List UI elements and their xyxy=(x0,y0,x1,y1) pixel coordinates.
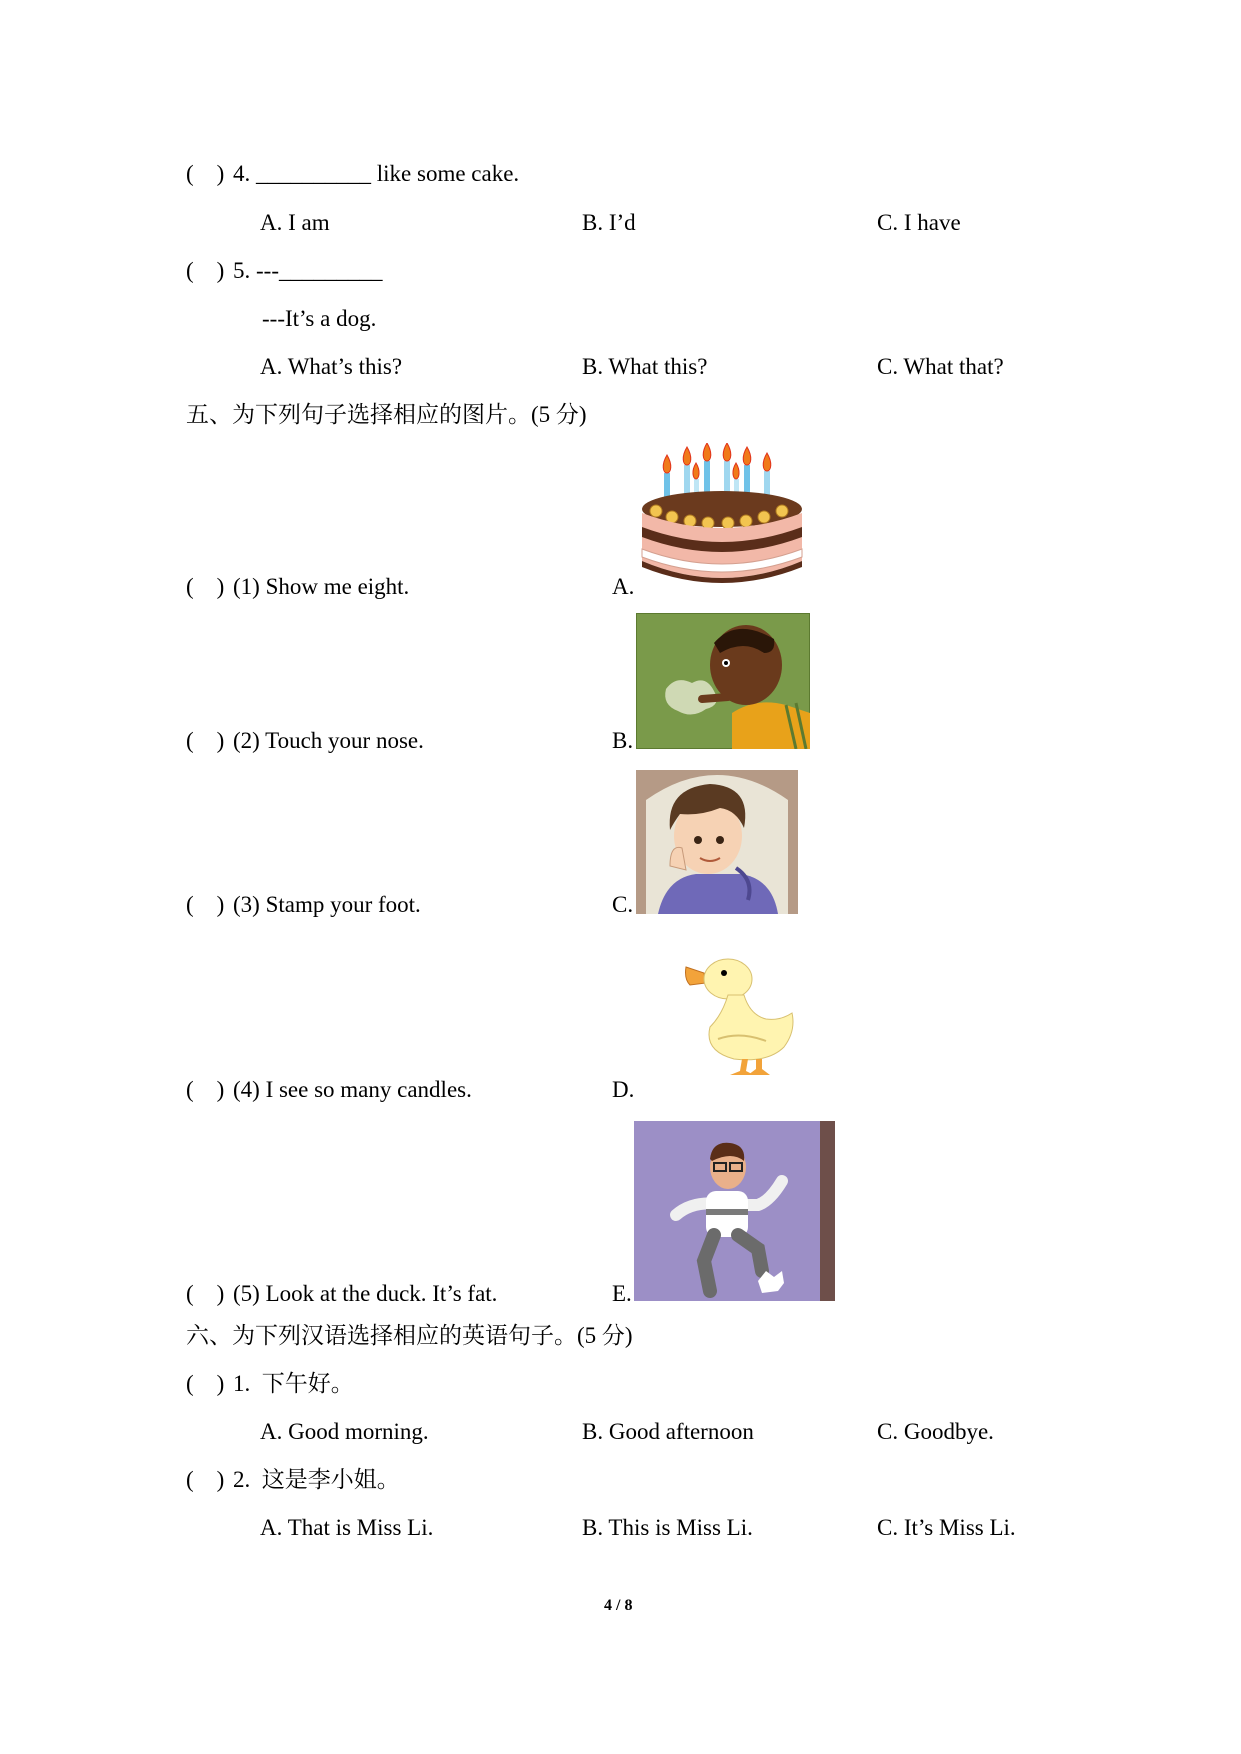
s5-letter-c: C. xyxy=(612,892,634,917)
s6-q2-paren[interactable]: ( ) xyxy=(186,1467,225,1492)
section5-heading: 五、为下列句子选择相应的图片。(5 分) xyxy=(186,402,587,427)
s5-letter-b: B. xyxy=(612,728,634,753)
s6-q2-option-c: C. It’s Miss Li. xyxy=(877,1515,1016,1540)
s5-letter-e: E. xyxy=(612,1281,632,1306)
s5-item1-paren[interactable]: ( ) xyxy=(186,574,225,599)
q5-option-c: C. What that? xyxy=(877,354,1004,379)
s5-item4-paren[interactable]: ( ) xyxy=(186,1077,225,1102)
s5-letter-a: A. xyxy=(612,574,635,599)
q4-option-b: B. I’d xyxy=(582,210,636,235)
birthday-cake-picture xyxy=(636,443,808,595)
boy-stamping-foot-picture xyxy=(634,1121,835,1301)
s5-item1-text: (1) Show me eight. xyxy=(233,574,410,599)
s5-item2-text: (2) Touch your nose. xyxy=(233,728,424,753)
s5-item3-paren[interactable]: ( ) xyxy=(186,892,225,917)
q4-option-a: A. I am xyxy=(260,210,330,235)
s5-item5-paren[interactable]: ( ) xyxy=(186,1281,225,1306)
s5-item5-text: (5) Look at the duck. It’s fat. xyxy=(233,1281,498,1306)
q4-option-c: C. I have xyxy=(877,210,961,235)
s5-item4-text: (4) I see so many candles. xyxy=(233,1077,472,1102)
s6-q1-option-a: A. Good morning. xyxy=(260,1419,429,1444)
q5-option-a: A. What’s this? xyxy=(260,354,403,379)
q4-paren[interactable]: ( ) xyxy=(186,161,225,186)
flames xyxy=(663,443,771,479)
s6-q1-option-b: B. Good afternoon xyxy=(582,1419,754,1444)
s6-q2-stem: 2. 这是李小姐。 xyxy=(233,1467,400,1492)
q4-stem: 4. __________ like some cake. xyxy=(233,161,520,186)
duck-picture xyxy=(684,955,798,1081)
boy-touching-face-picture xyxy=(636,770,798,914)
boy-blowing-picture xyxy=(636,613,810,749)
s6-q2-option-b: B. This is Miss Li. xyxy=(582,1515,753,1540)
s6-q1-paren[interactable]: ( ) xyxy=(186,1371,225,1396)
s5-item2-paren[interactable]: ( ) xyxy=(186,728,225,753)
s6-q2-option-a: A. That is Miss Li. xyxy=(260,1515,434,1540)
s6-q1-option-c: C. Goodbye. xyxy=(877,1419,994,1444)
s5-item3-text: (3) Stamp your foot. xyxy=(233,892,421,917)
page-number: 4 / 8 xyxy=(604,1597,633,1614)
q5-stem: 5. ---_________ xyxy=(233,258,383,283)
q5-answer-line: ---It’s a dog. xyxy=(262,306,377,331)
section6-heading: 六、为下列汉语选择相应的英语句子。(5 分) xyxy=(186,1323,633,1348)
q5-option-b: B. What this? xyxy=(582,354,708,379)
q5-paren[interactable]: ( ) xyxy=(186,258,225,283)
s5-letter-d: D. xyxy=(612,1077,635,1102)
s6-q1-stem: 1. 下午好。 xyxy=(233,1371,354,1396)
